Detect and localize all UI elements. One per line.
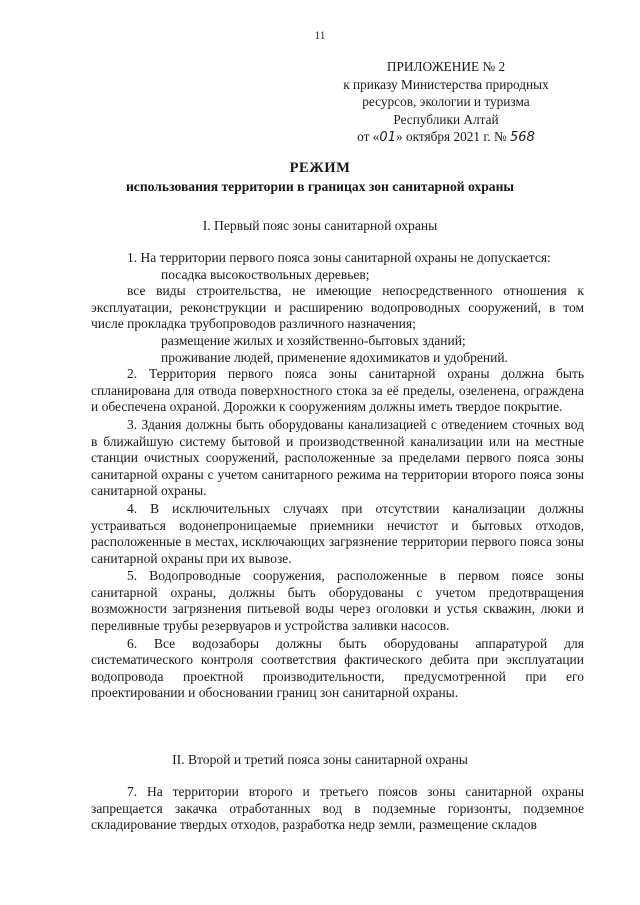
paragraph: 6. Все водозаборы должны быть оборудованы аппаратурой для систематического контроля соответствия фактического дебита при эксплуатации водопровода проектной производительности, предусмотренной при его проектировании и обосновании границ зон санитарной охраны. xyxy=(91,635,584,701)
annex-line-3: Республики Алтай xyxy=(393,111,499,127)
handwritten-number: 568 xyxy=(510,130,535,145)
paragraph: 4. В исключительных случаях при отсутствии канализации должны устраиваться водонепроницаемые приемники нечистот и бытовых отходов, расположенные в местах, исключающих загрязнение территории первого пояса зоны санитарной охраны при их вывозе. xyxy=(91,500,584,566)
paragraph: 3. Здания должны быть оборудованы канализацией с отведением сточных вод в ближайшую систему бытовой и производственной канализации или на местные станции очистных сооружений, расположенные за пределами первого пояса зоны санитарной охраны с учетом санитарного режима на территории второго пояса зоны санитарной охраны. xyxy=(91,416,584,499)
paragraph: 2. Территория первого пояса зоны санитарной охраны должна быть спланирована для отвода поверхностного стока за её пределы, озеленена, ограждена и обеспечена охраной. Дорожки к сооружениям должны иметь твердое покрытие. xyxy=(91,366,584,415)
section-1-heading: I. Первый пояс зоны санитарной охраны xyxy=(202,218,438,233)
paragraph: 7. На территории второго и третьего поясов зоны санитарной охраны запрещается закачка отработанных вод в подземные горизонты, подземное складирование твердых отходов, разработка недр земли, размещение складов xyxy=(91,784,584,833)
annex-title: ПРИЛОЖЕНИЕ № 2 xyxy=(386,59,506,74)
list-item: все виды строительства, не имеющие непосредственного отношения к эксплуатации, реконструкции и расширению водопроводных сооружений, в том числе прокладка трубопроводов различного назначения; xyxy=(91,283,584,332)
document-subtitle: использования территории в границах зон санитарной охраны xyxy=(125,179,515,194)
page-number: 11 xyxy=(314,30,326,42)
annex-line-2: ресурсов, экологии и туризма xyxy=(362,94,530,109)
annex-header xyxy=(290,58,602,147)
list-item: размещение жилых и хозяйственно-бытовых зданий; xyxy=(161,332,466,348)
section-2-body xyxy=(91,784,584,834)
list-item: посадка высокоствольных деревьев; xyxy=(161,266,370,282)
section-2-heading: II. Второй и третий пояса зоны санитарной охраны xyxy=(172,752,468,767)
annex-date-line xyxy=(290,128,602,147)
section-1-body xyxy=(91,250,584,702)
paragraph: 1. На территории первого пояса зоны санитарной охраны не допускается: xyxy=(127,250,551,265)
date-middle: » октября 2021 г. № xyxy=(395,129,507,144)
handwritten-day: 01 xyxy=(379,130,396,145)
list-item: проживание людей, применение ядохимикатов и удобрений. xyxy=(161,349,508,365)
paragraph: 5. Водопроводные сооружения, расположенные в первом поясе зоны санитарной охраны, должны быть оборудованы с учетом предотвращения возможности загрязнения питьевой воды через оголовки и устья скважин, люки и переливные трубы резервуаров и устройства заливки насосов. xyxy=(91,568,584,634)
annex-line-1: к приказу Министерства природных xyxy=(343,76,549,92)
document-title: РЕЖИМ xyxy=(289,160,351,176)
date-prefix: от « xyxy=(357,129,380,144)
